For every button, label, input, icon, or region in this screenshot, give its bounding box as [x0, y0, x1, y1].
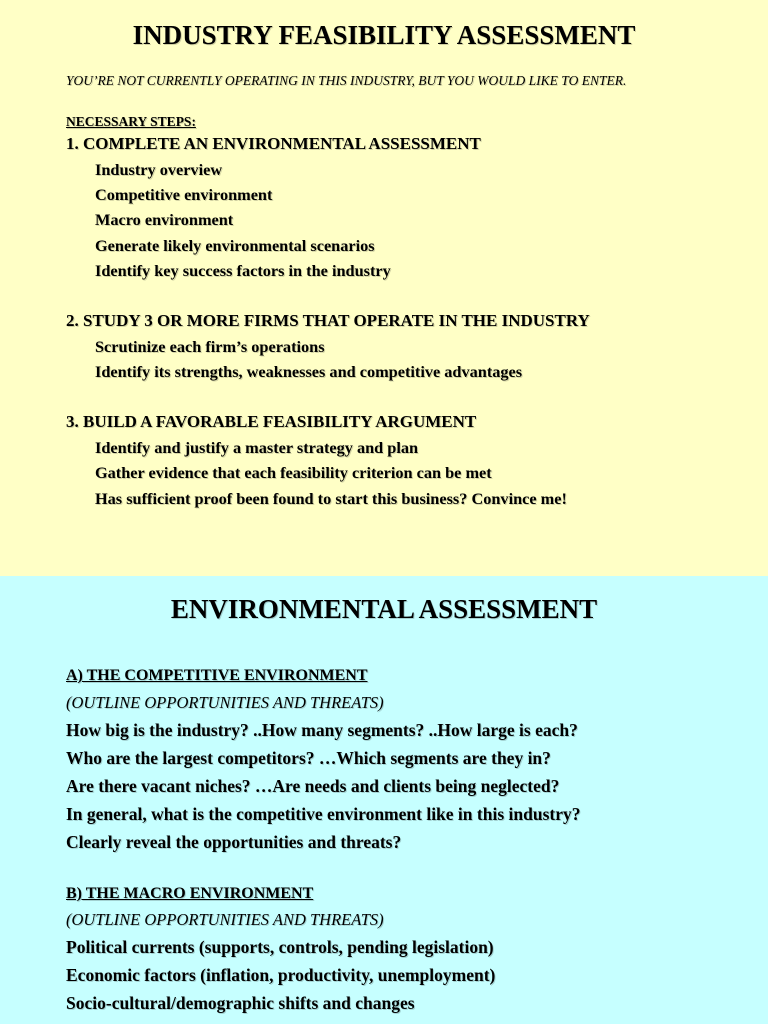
slide-title: INDUSTRY FEASIBILITY ASSESSMENT — [132, 20, 636, 50]
step-title: 1. COMPLETE AN ENVIRONMENTAL ASSESSMENT — [66, 134, 481, 153]
step-title: 3. BUILD A FAVORABLE FEASIBILITY ARGUMENT — [66, 412, 477, 431]
section-line: How big is the industry? ..How many segments? ..How large is each? — [66, 720, 578, 740]
step-item: Identify its strengths, weaknesses and competitive advantages — [95, 362, 523, 381]
step-item: Has sufficient proof been found to start this business? Convince me! — [95, 489, 567, 508]
step-item: Identify and justify a master strategy and plan — [95, 438, 419, 457]
section-note: (OUTLINE OPPORTUNITIES AND THREATS) — [66, 910, 384, 929]
step-item: Identify key success factors in the industry — [95, 261, 391, 280]
section-line: Economic factors (inflation, productivity, unemployment) — [66, 965, 496, 985]
section-line: Socio-cultural/demographic shifts and changes — [66, 993, 415, 1013]
section-heading: B) THE MACRO ENVIRONMENT — [66, 885, 314, 902]
section-line: Political currents (supports, controls, pending legislation) — [66, 937, 494, 957]
section-line: Who are the largest competitors? …Which segments are they in? — [66, 748, 551, 768]
section-line: In general, what is the competitive environment like in this industry? — [66, 804, 581, 824]
section-heading: A) THE COMPETITIVE ENVIRONMENT — [66, 667, 368, 684]
slide-title: ENVIRONMENTAL ASSESSMENT — [170, 594, 598, 624]
step-item: Gather evidence that each feasibility criterion can be met — [95, 463, 492, 482]
step-item: Scrutinize each firm’s operations — [95, 337, 325, 356]
step-item: Macro environment — [95, 210, 234, 229]
slide-subtitle: YOU’RE NOT CURRENTLY OPERATING IN THIS INDUSTRY, BUT YOU WOULD LIKE TO ENTER. — [66, 73, 627, 88]
section-line: Are there vacant niches? …Are needs and clients being neglected? — [66, 776, 560, 796]
step-item: Generate likely environmental scenarios — [95, 236, 375, 255]
step-title: 2. STUDY 3 OR MORE FIRMS THAT OPERATE IN THE INDUSTRY — [66, 311, 590, 330]
step-item: Industry overview — [95, 160, 223, 179]
section-note: (OUTLINE OPPORTUNITIES AND THREATS) — [66, 693, 384, 712]
steps-heading: NECESSARY STEPS: — [66, 114, 196, 129]
slide-environmental-assessment — [0, 576, 768, 1024]
step-item: Competitive environment — [95, 185, 273, 204]
section-line: Clearly reveal the opportunities and threats? — [66, 832, 402, 852]
